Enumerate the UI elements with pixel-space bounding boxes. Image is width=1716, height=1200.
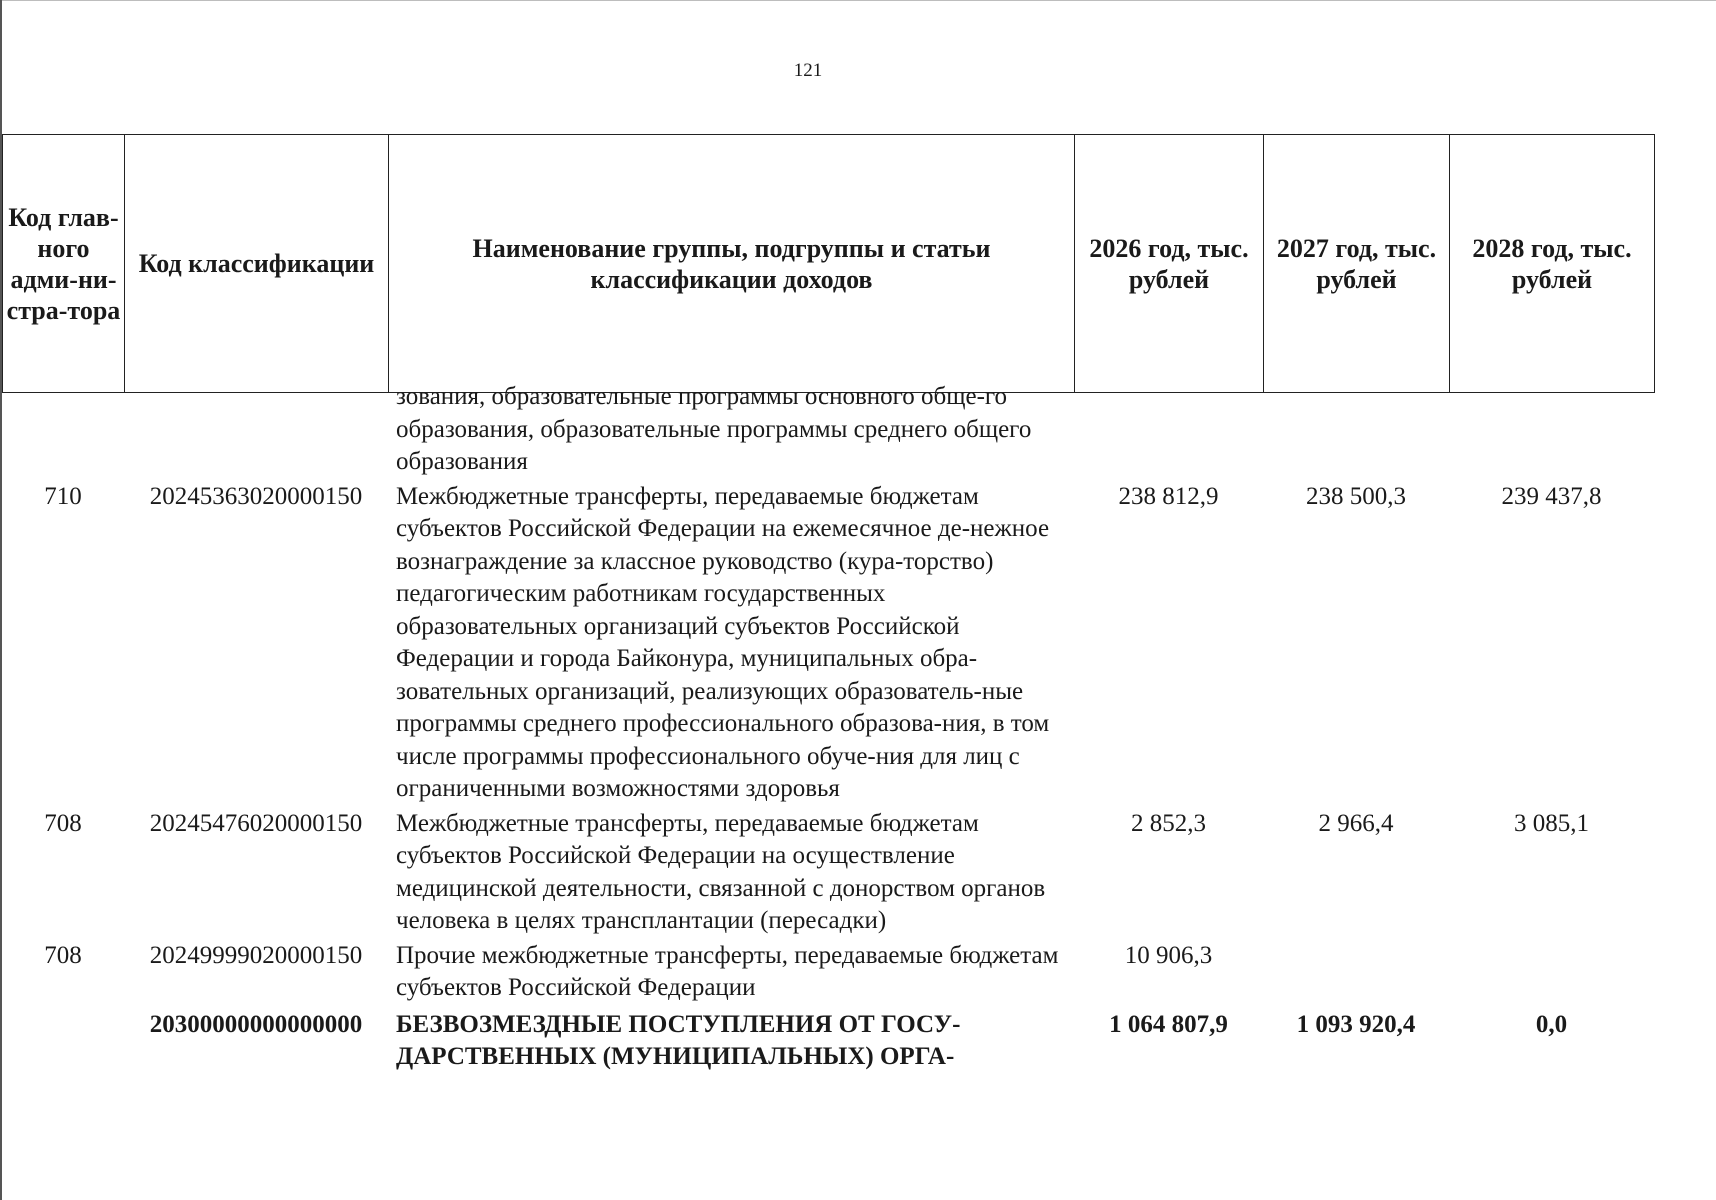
table-row-total bbox=[2, 1009, 1654, 1074]
cell-2027: 2 966,4 bbox=[1318, 809, 1394, 837]
header-year-2028 bbox=[1450, 135, 1655, 393]
table-row bbox=[2, 381, 1654, 481]
header-year-2026-label: 2026 год, тыс. рублей bbox=[1089, 233, 1249, 294]
cell-2026: 238 812,9 bbox=[1118, 482, 1219, 510]
cell-2028: 0,0 bbox=[1535, 1010, 1568, 1038]
table-row bbox=[2, 940, 1654, 1009]
cell-code: 20249999020000150 bbox=[149, 941, 363, 969]
cell-2026 bbox=[1074, 381, 1263, 481]
cell-2027: 238 500,3 bbox=[1306, 482, 1406, 510]
cell-2028 bbox=[1449, 381, 1654, 481]
cell-code: 20245476020000150 bbox=[149, 809, 363, 837]
cell-admin bbox=[2, 1009, 124, 1074]
page-top-rule bbox=[0, 0, 1716, 1]
table-body bbox=[2, 381, 1654, 1074]
cell-2027 bbox=[1263, 381, 1449, 481]
cell-name: зования, образовательные программы основного обще-го образования, образовательные программы среднего общего образования bbox=[396, 383, 1032, 475]
cell-name: Межбюджетные трансферты, передаваемые бюджетам субъектов Российской Федерации на осуществление медицинской деятельности, связанной с донорством органов человека в целях трансплантации (пересадки) bbox=[396, 809, 1046, 934]
cell-2028 bbox=[1449, 940, 1654, 1009]
header-year-2028-label: 2028 год, тыс. рублей bbox=[1472, 233, 1632, 294]
cell-2028: 239 437,8 bbox=[1501, 482, 1602, 510]
table-row bbox=[2, 481, 1654, 808]
header-name-label: Наименование группы, подгруппы и статьи классификации доходов bbox=[472, 233, 991, 294]
cell-code: 20300000000000000 bbox=[149, 1010, 363, 1038]
cell-name: Межбюджетные трансферты, передаваемые бюджетам субъектов Российской Федерации на ежемесячное де-нежное вознаграждение за классное руководство (кура-торство) педагогическим работникам государственных образовательных организаций субъектов Российской Федерации и города Байконура, муниципальных обра-зовательных организаций, реализующих образователь-ные программы среднего профессионального образова-ния, в том числе программы профессионального обуче-ния для лиц с ограниченными возможностями здоровья bbox=[396, 482, 1050, 802]
cell-2026: 10 906,3 bbox=[1124, 941, 1213, 969]
page-number: 121 bbox=[793, 60, 823, 81]
cell-2027 bbox=[1263, 940, 1449, 1009]
cell-code: 20245363020000150 bbox=[149, 482, 363, 510]
cell-admin: 708 bbox=[44, 941, 82, 969]
table-header bbox=[2, 134, 1655, 393]
header-classification-code bbox=[125, 135, 389, 393]
cell-2026: 2 852,3 bbox=[1131, 809, 1206, 837]
cell-2027: 1 093 920,4 bbox=[1296, 1010, 1416, 1038]
header-classification-code-label: Код классификации bbox=[138, 249, 375, 278]
cell-name: Прочие межбюджетные трансферты, передаваемые бюджетам субъектов Российской Федерации bbox=[396, 941, 1059, 1001]
cell-admin bbox=[2, 381, 124, 481]
header-year-2027-label: 2027 год, тыс. рублей bbox=[1276, 233, 1437, 294]
cell-admin: 710 bbox=[44, 482, 82, 510]
cell-2028: 3 085,1 bbox=[1514, 809, 1589, 837]
header-year-2027 bbox=[1264, 135, 1450, 393]
cell-admin: 708 bbox=[44, 809, 82, 837]
header-name bbox=[389, 135, 1075, 393]
table-row bbox=[2, 808, 1654, 940]
header-admin-code-label: Код глав-ного адми-ни-стра-тора bbox=[6, 202, 121, 325]
cell-2026: 1 064 807,9 bbox=[1109, 1010, 1228, 1038]
cell-code bbox=[124, 381, 388, 481]
header-admin-code bbox=[3, 135, 125, 393]
header-year-2026 bbox=[1075, 135, 1264, 393]
cell-name: БЕЗВОЗМЕЗДНЫЕ ПОСТУПЛЕНИЯ ОТ ГОСУ-ДАРСТВЕННЫХ (МУНИЦИПАЛЬНЫХ) ОРГА- bbox=[396, 1010, 961, 1070]
